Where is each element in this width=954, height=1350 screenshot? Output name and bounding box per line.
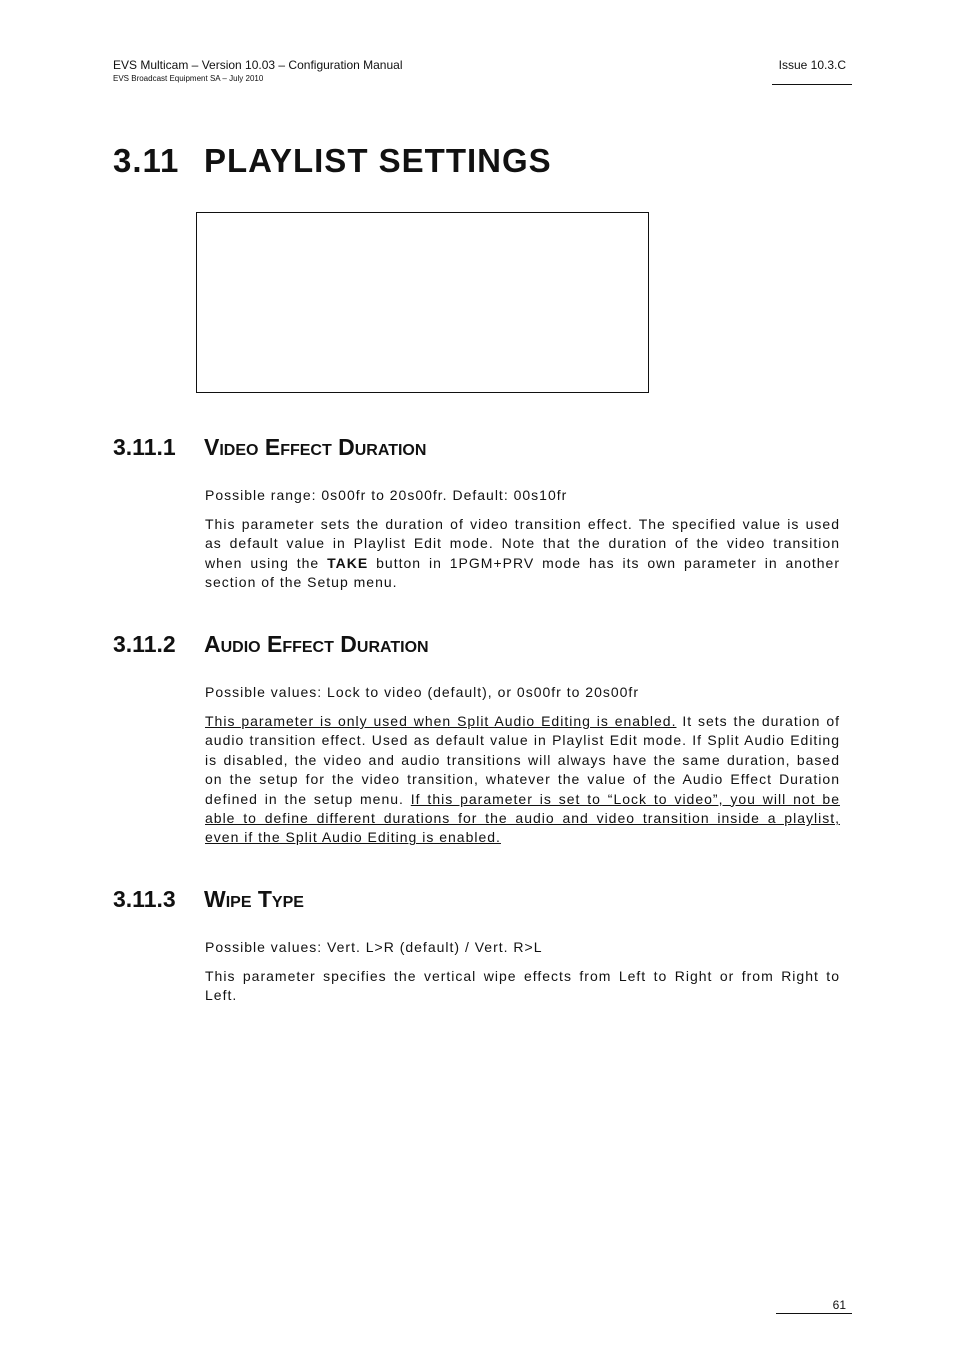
section-number: 3.11 (113, 142, 180, 179)
header-rule (772, 84, 852, 85)
subsection-title: Wipe Type (204, 886, 304, 912)
section-title: PLAYLIST SETTINGS (204, 142, 552, 179)
take-button-label: TAKE (327, 554, 369, 571)
header-issue: Issue 10.3.C (778, 58, 846, 72)
header-title: EVS Multicam – Version 10.03 – Configuration Manual (113, 58, 403, 72)
subsection-number: 3.11.3 (113, 886, 176, 912)
audio-effect-values: Possible values: Lock to video (default), or 0s00fr to 20s00fr (205, 684, 639, 700)
page-number: 61 (832, 1298, 846, 1312)
wipe-type-description: This parameter specifies the vertical wipe effects from Left to Right or from Right to Left. (205, 968, 840, 1004)
audio-effect-description: This parameter is only used when Split Audio Editing is enabled. It sets the duration of audio transition effect. Used as default value in Playlist Edit mode. If Split Audio Editing is disabled, the video and audio transitions will always have the same duration, based on the setup for the video transition, whatever the value of the Audio Effect Duration defined in the setup menu. If this parameter is set to “Lock to video”, you will not be able to define different durations for the audio and video transition inside a playlist, even if the Split Audio Editing is enabled. (205, 713, 840, 846)
subsection-heading-audio-effect-duration (113, 631, 429, 658)
footer-rule (776, 1313, 852, 1314)
wipe-type-values: Possible values: Vert. L>R (default) / Vert. R>L (205, 939, 543, 955)
section-heading (113, 142, 552, 180)
figure-placeholder (196, 212, 649, 393)
subsection-heading-video-effect-duration (113, 434, 426, 461)
video-effect-description: This parameter sets the duration of video transition effect. The specified value is used as default value in Playlist Edit mode. Note that the duration of the video transition when using the TAKE button in 1PGM+PRV mode has its own parameter in another section of the Setup menu. (205, 516, 840, 591)
subsection-number: 3.11.2 (113, 631, 176, 657)
subsection-number: 3.11.1 (113, 434, 176, 460)
subsection-heading-wipe-type (113, 886, 304, 913)
header-subtitle: EVS Broadcast Equipment SA – July 2010 (113, 74, 264, 83)
subsection-title: Audio Effect Duration (204, 631, 429, 657)
video-effect-range: Possible range: 0s00fr to 20s00fr. Default: 00s10fr (205, 487, 568, 503)
subsection-title: Video Effect Duration (204, 434, 427, 460)
